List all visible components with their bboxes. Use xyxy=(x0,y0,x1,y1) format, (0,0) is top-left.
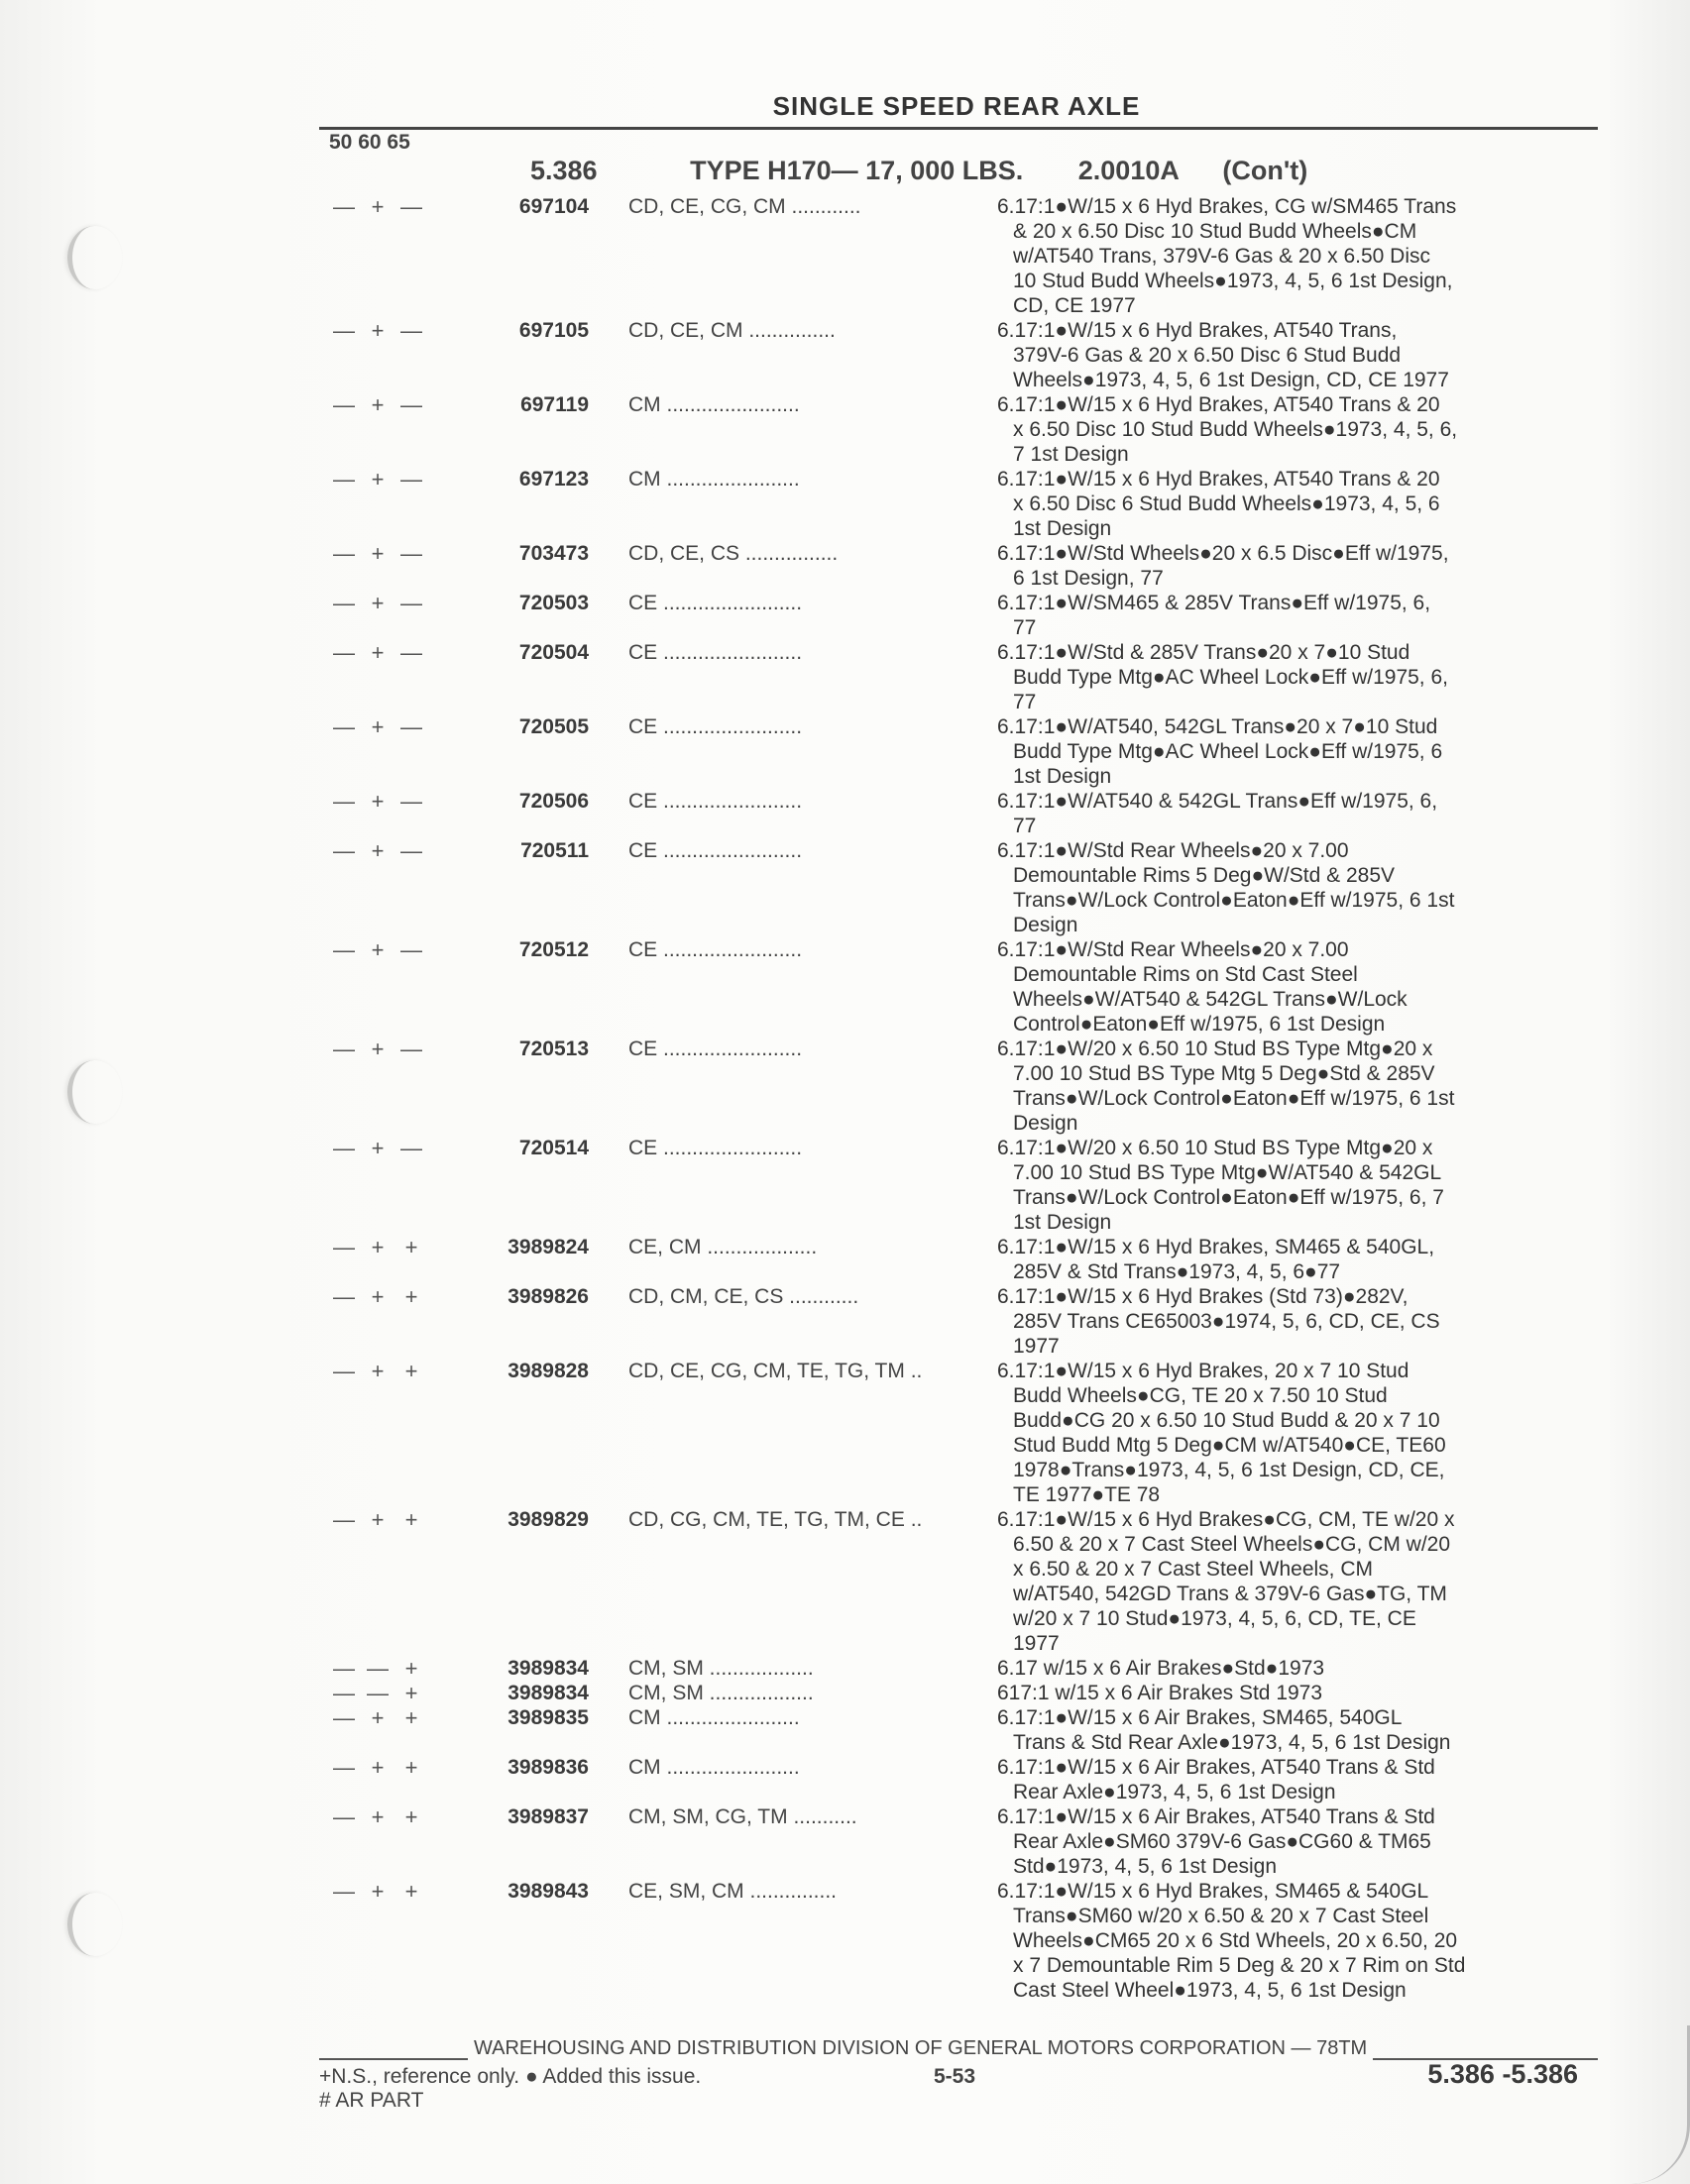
year-mark: — xyxy=(400,392,422,417)
part-description xyxy=(997,1755,1577,1804)
part-row xyxy=(327,194,1606,318)
year-mark: — xyxy=(333,1235,355,1259)
year-mark: — xyxy=(333,1804,355,1829)
type-header xyxy=(530,156,1307,186)
description-line: w/20 x 7 10 Stud●1973, 4, 5, 6, CD, TE, CE xyxy=(1013,1607,1416,1630)
title-rule xyxy=(319,127,1598,130)
year-mark: — xyxy=(333,789,355,814)
year-mark: + xyxy=(371,541,385,566)
description-line: Stud Budd Mtg 5 Deg●CM w/AT540●CE, TE60 xyxy=(1013,1434,1446,1457)
year-marks xyxy=(327,1136,456,1160)
part-row xyxy=(327,467,1606,541)
year-mark: + xyxy=(371,789,385,814)
description-line: Design xyxy=(1013,914,1078,936)
year-mark: + xyxy=(371,640,385,665)
description-line: 1st Design xyxy=(1013,765,1112,788)
year-marks xyxy=(327,591,456,615)
description-line: Demountable Rims on Std Cast Steel xyxy=(1013,963,1358,986)
year-mark: — xyxy=(333,937,355,962)
year-mark: + xyxy=(371,1136,385,1160)
description-line: Trans●SM60 w/20 x 6.50 & 20 x 7 Cast Steel xyxy=(1013,1905,1429,1927)
part-description xyxy=(997,789,1577,838)
model-codes: CM ....................... xyxy=(628,393,800,416)
year-mark: + xyxy=(371,937,385,962)
year-mark: + xyxy=(371,1359,385,1383)
year-mark: — xyxy=(333,467,355,491)
year-mark: — xyxy=(333,1037,355,1061)
part-number: 3989826 xyxy=(507,1285,589,1308)
part-row xyxy=(327,714,1606,789)
part-row xyxy=(327,1705,1606,1755)
part-row xyxy=(327,838,1606,937)
model-codes: CE ........................ xyxy=(628,1137,803,1159)
year-marks xyxy=(327,714,456,739)
description-line: 6.17:1●W/15 x 6 Hyd Brakes, AT540 Trans & 20 xyxy=(997,393,1440,416)
year-marks xyxy=(327,194,456,219)
part-description xyxy=(997,1136,1577,1235)
part-number: 697119 xyxy=(520,393,589,416)
part-row xyxy=(327,640,1606,714)
model-codes: CD, CE, CG, CM ............ xyxy=(628,195,861,218)
description-line: Wheels●W/AT540 & 542GL Trans●W/Lock xyxy=(1013,988,1408,1011)
type-name: TYPE H170— 17, 000 LBS. xyxy=(690,156,1024,185)
part-description xyxy=(997,640,1577,714)
model-codes: CM, SM .................. xyxy=(628,1657,814,1680)
description-line: 6 1st Design, 77 xyxy=(1013,567,1164,590)
year-marks xyxy=(327,1656,456,1681)
year-mark: — xyxy=(333,1879,355,1904)
part-number: 3989835 xyxy=(507,1706,589,1729)
description-line: 77 xyxy=(1013,616,1037,639)
footer-division: WAREHOUSING AND DISTRIBUTION DIVISION OF GENERAL MOTORS CORPORATION — 78TM xyxy=(474,2037,1368,2059)
year-mark: — xyxy=(333,838,355,863)
year-mark: — xyxy=(400,541,422,566)
year-marks xyxy=(327,541,456,566)
binder-hole xyxy=(67,226,122,289)
year-mark: — xyxy=(333,1681,355,1705)
year-mark: + xyxy=(404,1359,418,1383)
year-mark: — xyxy=(400,714,422,739)
part-row xyxy=(327,1284,1606,1359)
year-mark: + xyxy=(404,1656,418,1681)
year-mark: — xyxy=(333,1656,355,1681)
description-line: x 6.50 Disc 6 Stud Budd Wheels●1973, 4, 5, 6 xyxy=(1013,492,1440,515)
part-description xyxy=(997,1359,1577,1507)
part-number: 720505 xyxy=(518,715,589,738)
year-marks xyxy=(327,1235,456,1259)
model-codes: CM, SM, CG, TM ........... xyxy=(628,1805,857,1828)
year-marks xyxy=(327,1804,456,1829)
part-number: 3989834 xyxy=(507,1657,589,1680)
binder-hole xyxy=(67,1060,122,1124)
year-mark: — xyxy=(400,838,422,863)
part-description xyxy=(997,591,1577,640)
part-description xyxy=(997,467,1577,541)
year-mark: + xyxy=(371,1037,385,1061)
year-mark: — xyxy=(367,1681,389,1705)
description-line: 1978●Trans●1973, 4, 5, 6 1st Design, CD, CE, xyxy=(1013,1459,1445,1481)
part-number: 3989836 xyxy=(507,1756,589,1779)
description-line: Budd●CG 20 x 6.50 10 Stud Budd & 20 x 7 10 xyxy=(1013,1409,1440,1432)
description-line: 7 1st Design xyxy=(1013,443,1129,466)
description-line: 6.17:1●W/15 x 6 Hyd Brakes, SM465 & 540GL xyxy=(997,1880,1429,1903)
part-description xyxy=(997,1037,1577,1136)
year-mark: + xyxy=(371,1235,385,1259)
year-mark: + xyxy=(404,1681,418,1705)
year-mark: + xyxy=(371,392,385,417)
footer-notes xyxy=(319,2059,1598,2113)
model-codes: CE, CM ................... xyxy=(628,1236,818,1258)
description-line: 6.17:1●W/15 x 6 Hyd Brakes●CG, CM, TE w/20 x xyxy=(997,1508,1455,1531)
description-line: 6.17:1●W/15 x 6 Air Brakes, AT540 Trans & Std xyxy=(997,1805,1435,1828)
part-row xyxy=(327,937,1606,1037)
part-description xyxy=(997,1804,1577,1879)
page-curl xyxy=(1628,2025,1690,2184)
part-description xyxy=(997,392,1577,467)
description-line: 6.50 & 20 x 7 Cast Steel Wheels●CG, CM w/20 xyxy=(1013,1533,1451,1556)
footer-note-ns: +N.S., reference only. ● Added this issue. xyxy=(319,2065,702,2088)
year-mark: + xyxy=(371,1284,385,1309)
year-mark: — xyxy=(333,194,355,219)
description-line: 6.17:1●W/20 x 6.50 10 Stud BS Type Mtg●20 x xyxy=(997,1137,1433,1159)
model-codes: CE, SM, CM ............... xyxy=(628,1880,838,1903)
type-section: 5.386 xyxy=(530,156,598,185)
model-codes: CD, CG, CM, TE, TG, TM, CE .. xyxy=(628,1508,923,1531)
part-number: 703473 xyxy=(518,542,589,565)
footer-rule-left xyxy=(319,2058,468,2060)
part-row xyxy=(327,1359,1606,1507)
description-line: 6.17:1●W/15 x 6 Hyd Brakes, AT540 Trans & 20 xyxy=(997,468,1440,491)
part-number: 3989843 xyxy=(507,1880,589,1903)
description-line: Wheels●CM65 20 x 6 Std Wheels, 20 x 6.50, 20 xyxy=(1013,1929,1458,1952)
year-mark: + xyxy=(371,1755,385,1780)
year-mark: — xyxy=(333,1359,355,1383)
year-mark: — xyxy=(333,714,355,739)
year-marks xyxy=(327,392,456,417)
model-codes: CE ........................ xyxy=(628,790,803,813)
description-line: w/AT540, 542GD Trans & 379V-6 Gas●TG, TM xyxy=(1013,1583,1447,1605)
part-description xyxy=(997,1879,1577,2003)
year-mark: — xyxy=(333,318,355,343)
year-mark: + xyxy=(371,1879,385,1904)
year-mark: — xyxy=(333,392,355,417)
description-line: 77 xyxy=(1013,691,1037,713)
part-description xyxy=(997,1235,1577,1284)
year-marks xyxy=(327,1755,456,1780)
description-line: 6.17:1●W/Std Wheels●20 x 6.5 Disc●Eff w/1975, xyxy=(997,542,1449,565)
description-line: 6.17:1●W/SM465 & 285V Trans●Eff w/1975, 6, xyxy=(997,592,1431,614)
part-number: 697123 xyxy=(518,468,589,491)
description-line: 6.17:1●W/15 x 6 Hyd Brakes, SM465 & 540GL, xyxy=(997,1236,1435,1258)
part-number: 720513 xyxy=(518,1037,589,1060)
part-number: 720512 xyxy=(518,938,589,961)
type-note: (Con't) xyxy=(1222,156,1308,185)
description-line: Control●Eaton●Eff w/1975, 6 1st Design xyxy=(1013,1013,1386,1036)
year-mark: — xyxy=(333,591,355,615)
part-row xyxy=(327,392,1606,467)
description-line: 6.17:1●W/Std Rear Wheels●20 x 7.00 xyxy=(997,839,1349,862)
description-line: 7.00 10 Stud BS Type Mtg●W/AT540 & 542GL xyxy=(1013,1161,1442,1184)
model-codes: CE ........................ xyxy=(628,938,803,961)
model-codes: CE ........................ xyxy=(628,1037,803,1060)
part-row xyxy=(327,1656,1606,1681)
part-row xyxy=(327,1235,1606,1284)
part-description xyxy=(997,1656,1577,1681)
description-line: x 6.50 Disc 10 Stud Budd Wheels●1973, 4, 5, 6, xyxy=(1013,418,1458,441)
year-mark: + xyxy=(404,1879,418,1904)
description-line: Cast Steel Wheel●1973, 4, 5, 6 1st Design xyxy=(1013,1979,1407,2002)
part-description xyxy=(997,1681,1577,1705)
year-mark: — xyxy=(400,318,422,343)
section-range: 5.386 -5.386 xyxy=(1427,2059,1578,2089)
year-mark: + xyxy=(404,1705,418,1730)
year-column-header: 50 60 65 xyxy=(329,131,410,154)
part-number: 3989828 xyxy=(507,1360,589,1382)
description-line: 1977 xyxy=(1013,1335,1060,1358)
footer-division-line xyxy=(319,2037,1598,2060)
part-number: 3989824 xyxy=(507,1236,589,1258)
model-codes: CM ....................... xyxy=(628,1706,800,1729)
part-row xyxy=(327,318,1606,392)
model-codes: CD, CM, CE, CS ............ xyxy=(628,1285,859,1308)
part-number: 697104 xyxy=(518,195,589,218)
description-line: Trans●W/Lock Control●Eaton●Eff w/1975, 6 1st xyxy=(1013,1087,1455,1110)
description-line: 1977 xyxy=(1013,1632,1060,1655)
description-line: 379V-6 Gas & 20 x 6.50 Disc 6 Stud Budd xyxy=(1013,344,1402,367)
year-marks xyxy=(327,1705,456,1730)
year-mark: — xyxy=(333,1507,355,1532)
part-row xyxy=(327,1804,1606,1879)
year-mark: — xyxy=(333,1136,355,1160)
model-codes: CE ........................ xyxy=(628,839,803,862)
type-code: 2.0010A xyxy=(1077,156,1180,185)
part-number: 720503 xyxy=(518,592,589,614)
description-line: 6.17:1●W/AT540, 542GL Trans●20 x 7●10 Stud xyxy=(997,715,1438,738)
description-line: 77 xyxy=(1013,815,1037,837)
binder-hole xyxy=(67,1893,122,1956)
year-marks xyxy=(327,1879,456,1904)
year-mark: — xyxy=(367,1656,389,1681)
year-mark: + xyxy=(371,1804,385,1829)
footer-note-ar: # AR PART xyxy=(319,2089,424,2112)
year-mark: — xyxy=(400,194,422,219)
description-line: 6.17:1●W/15 x 6 Air Brakes, SM465, 540GL xyxy=(997,1706,1403,1729)
year-mark: + xyxy=(371,467,385,491)
description-line: 6.17:1●W/15 x 6 Hyd Brakes, 20 x 7 10 Stud xyxy=(997,1360,1409,1382)
description-line: Budd Type Mtg●AC Wheel Lock●Eff w/1975, 6, xyxy=(1013,666,1448,689)
description-line: Budd Type Mtg●AC Wheel Lock●Eff w/1975, 6 xyxy=(1013,740,1443,763)
year-mark: + xyxy=(371,714,385,739)
part-row xyxy=(327,1681,1606,1705)
description-line: Trans & Std Rear Axle●1973, 4, 5, 6 1st Design xyxy=(1013,1731,1451,1754)
part-description xyxy=(997,1705,1577,1755)
description-line: 6.17:1●W/Std & 285V Trans●20 x 7●10 Stud xyxy=(997,641,1410,664)
year-marks xyxy=(327,789,456,814)
part-number: 720514 xyxy=(518,1137,589,1159)
part-number: 720511 xyxy=(520,839,589,862)
description-line: 6.17 w/15 x 6 Air Brakes●Std●1973 xyxy=(997,1657,1325,1680)
description-line: Design xyxy=(1013,1112,1078,1135)
part-row xyxy=(327,541,1606,591)
year-mark: — xyxy=(333,541,355,566)
part-row xyxy=(327,1136,1606,1235)
page-number: 5-53 xyxy=(934,2065,976,2088)
model-codes: CE ........................ xyxy=(628,715,803,738)
year-mark: + xyxy=(371,318,385,343)
description-line: w/AT540 Trans, 379V-6 Gas & 20 x 6.50 Disc xyxy=(1013,245,1430,268)
description-line: Trans●W/Lock Control●Eaton●Eff w/1975, 6 1st xyxy=(1013,889,1455,912)
year-mark: — xyxy=(400,789,422,814)
description-line: 6.17:1●W/15 x 6 Air Brakes, AT540 Trans & Std xyxy=(997,1756,1435,1779)
model-codes: CM ....................... xyxy=(628,1756,800,1779)
model-codes: CM ....................... xyxy=(628,468,800,491)
description-line: Demountable Rims 5 Deg●W/Std & 285V xyxy=(1013,864,1396,887)
part-description xyxy=(997,194,1577,318)
year-mark: + xyxy=(404,1804,418,1829)
year-mark: + xyxy=(371,1507,385,1532)
year-marks xyxy=(327,640,456,665)
year-mark: — xyxy=(333,1755,355,1780)
description-line: 1st Design xyxy=(1013,1211,1112,1234)
description-line: 1st Design xyxy=(1013,517,1112,540)
part-description xyxy=(997,937,1577,1037)
year-marks xyxy=(327,1507,456,1532)
part-row xyxy=(327,1755,1606,1804)
description-line: x 6.50 & 20 x 7 Cast Steel Wheels, CM xyxy=(1013,1558,1373,1581)
model-codes: CD, CE, CM ............... xyxy=(628,319,836,342)
description-line: 6.17:1●W/15 x 6 Hyd Brakes (Std 73)●282V, xyxy=(997,1285,1408,1308)
description-line: Rear Axle●1973, 4, 5, 6 1st Design xyxy=(1013,1781,1336,1803)
year-mark: — xyxy=(333,640,355,665)
part-number: 3989834 xyxy=(507,1682,589,1704)
part-row xyxy=(327,1507,1606,1656)
description-line: 6.17:1●W/15 x 6 Hyd Brakes, AT540 Trans, xyxy=(997,319,1398,342)
description-line: 6.17:1●W/20 x 6.50 10 Stud BS Type Mtg●20 x xyxy=(997,1037,1433,1060)
description-line: 285V & Std Trans●1973, 4, 5, 6●77 xyxy=(1013,1260,1341,1283)
year-mark: — xyxy=(400,1136,422,1160)
part-description xyxy=(997,1507,1577,1656)
year-marks xyxy=(327,318,456,343)
year-mark: — xyxy=(400,937,422,962)
description-line: x 7 Demountable Rim 5 Deg & 20 x 7 Rim on Std xyxy=(1013,1954,1466,1977)
model-codes: CE ........................ xyxy=(628,592,803,614)
part-row xyxy=(327,789,1606,838)
description-line: & 20 x 6.50 Disc 10 Stud Budd Wheels●CM xyxy=(1013,220,1417,243)
description-line: 285V Trans CE65003●1974, 5, 6, CD, CE, CS xyxy=(1013,1310,1440,1333)
description-line: 7.00 10 Stud BS Type Mtg 5 Deg●Std & 285V xyxy=(1013,1062,1435,1085)
description-line: TE 1977●TE 78 xyxy=(1013,1483,1161,1506)
description-line: CD, CE 1977 xyxy=(1013,294,1136,317)
year-mark: + xyxy=(404,1507,418,1532)
part-row xyxy=(327,1879,1606,2003)
year-mark: + xyxy=(371,591,385,615)
description-line: 6.17:1●W/AT540 & 542GL Trans●Eff w/1975, 6, xyxy=(997,790,1438,813)
year-mark: + xyxy=(404,1755,418,1780)
part-description xyxy=(997,714,1577,789)
part-number: 720504 xyxy=(518,641,589,664)
model-codes: CD, CE, CG, CM, TE, TG, TM .. xyxy=(628,1360,923,1382)
part-number: 3989829 xyxy=(507,1508,589,1531)
description-line: Trans●W/Lock Control●Eaton●Eff w/1975, 6, 7 xyxy=(1013,1186,1444,1209)
year-mark: + xyxy=(371,1705,385,1730)
part-row xyxy=(327,1037,1606,1136)
description-line: 10 Stud Budd Wheels●1973, 4, 5, 6 1st Design, xyxy=(1013,270,1453,292)
year-mark: — xyxy=(400,640,422,665)
description-line: Std●1973, 4, 5, 6 1st Design xyxy=(1013,1855,1278,1878)
part-number: 697105 xyxy=(518,319,589,342)
part-description xyxy=(997,318,1577,392)
year-mark: + xyxy=(371,838,385,863)
year-marks xyxy=(327,1037,456,1061)
year-marks xyxy=(327,1681,456,1705)
description-line: 6.17:1●W/15 x 6 Hyd Brakes, CG w/SM465 Trans xyxy=(997,195,1457,218)
page-title: SINGLE SPEED REAR AXLE xyxy=(772,91,1141,121)
model-codes: CD, CE, CS ................ xyxy=(628,542,839,565)
year-mark: + xyxy=(404,1235,418,1259)
parts-list xyxy=(327,194,1606,2003)
year-mark: + xyxy=(371,194,385,219)
year-mark: — xyxy=(400,467,422,491)
year-mark: — xyxy=(333,1284,355,1309)
year-marks xyxy=(327,1359,456,1383)
year-mark: — xyxy=(333,1705,355,1730)
year-marks xyxy=(327,1284,456,1309)
year-mark: — xyxy=(400,591,422,615)
part-description xyxy=(997,838,1577,937)
description-line: Rear Axle●SM60 379V-6 Gas●CG60 & TM65 xyxy=(1013,1830,1431,1853)
description-line: 6.17:1●W/Std Rear Wheels●20 x 7.00 xyxy=(997,938,1349,961)
description-line: 617:1 w/15 x 6 Air Brakes Std 1973 xyxy=(997,1682,1323,1704)
part-number: 720506 xyxy=(518,790,589,813)
part-description xyxy=(997,1284,1577,1359)
model-codes: CM, SM .................. xyxy=(628,1682,814,1704)
part-description xyxy=(997,541,1577,591)
part-row xyxy=(327,591,1606,640)
year-marks xyxy=(327,937,456,962)
description-line: Wheels●1973, 4, 5, 6 1st Design, CD, CE 1977 xyxy=(1013,369,1449,391)
part-number: 3989837 xyxy=(507,1805,589,1828)
model-codes: CE ........................ xyxy=(628,641,803,664)
year-marks xyxy=(327,467,456,491)
description-line: Budd Wheels●CG, TE 20 x 7.50 10 Stud xyxy=(1013,1384,1388,1407)
year-marks xyxy=(327,838,456,863)
year-mark: — xyxy=(400,1037,422,1061)
year-mark: + xyxy=(404,1284,418,1309)
